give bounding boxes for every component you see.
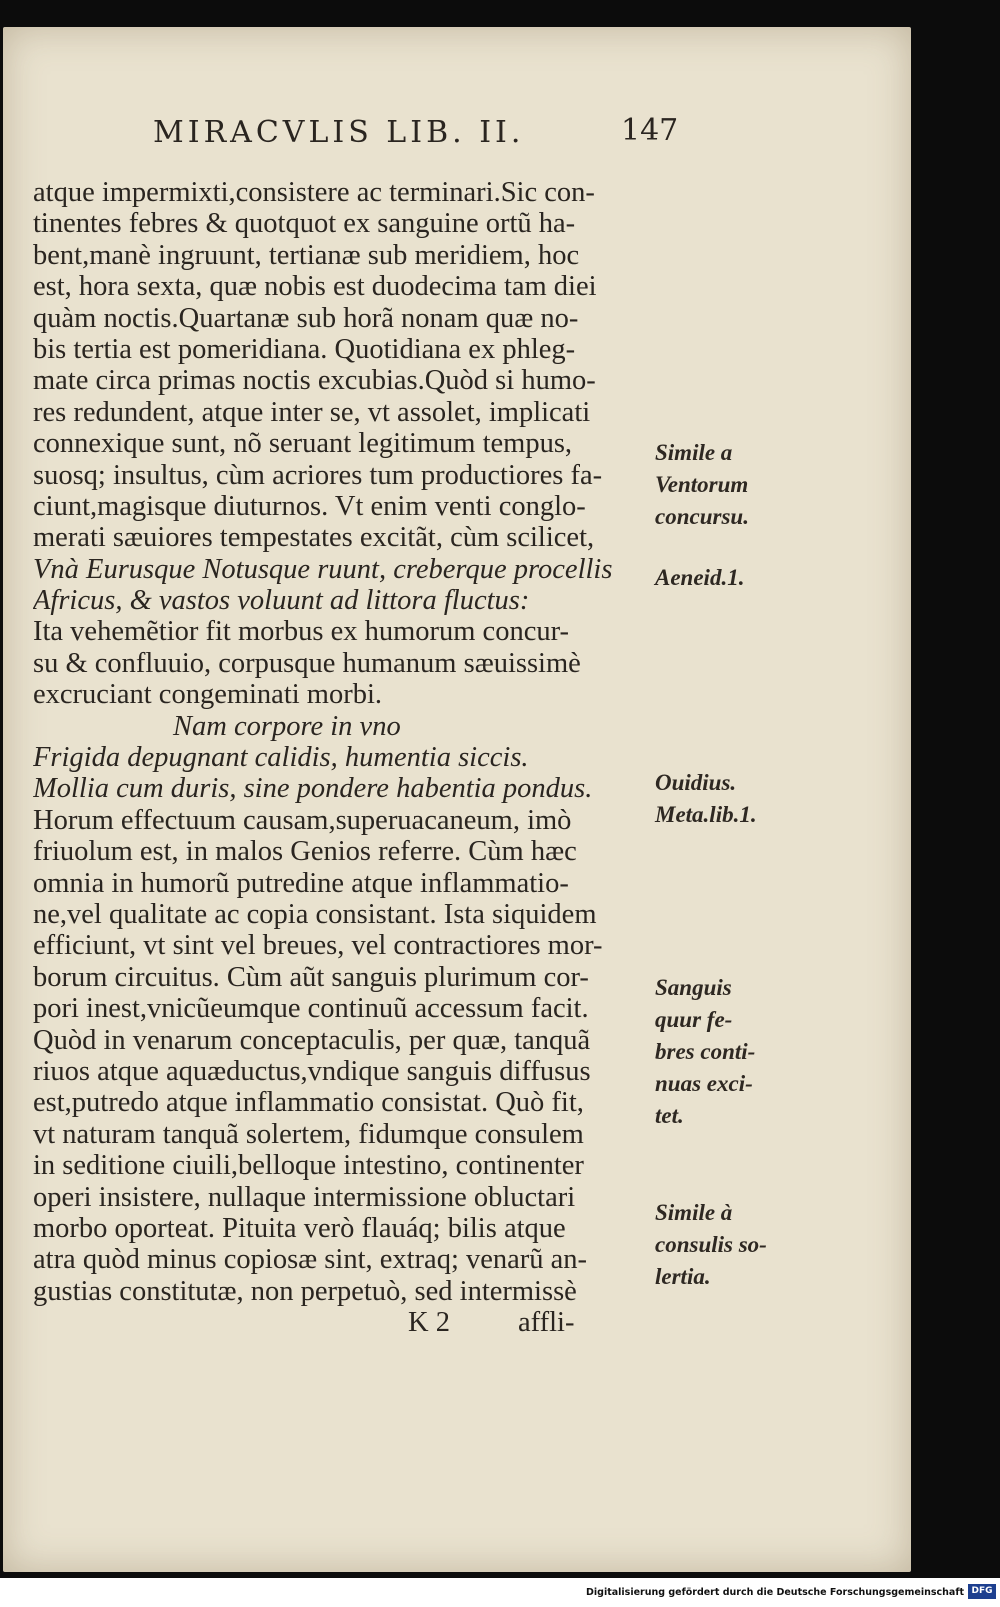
text-line: atque impermixti,consistere ac terminari.Sic con- (33, 177, 595, 208)
signature-mark: K 2 (408, 1307, 450, 1339)
text-line: suosq; insultus, cùm acriores tum productiores fa- (33, 459, 603, 491)
text-line: Quòd in venarum conceptaculis, per quæ, tanquã (33, 1024, 591, 1056)
text-line: excruciant congeminati morbi. (33, 679, 382, 711)
text-line: riuos atque aquæductus,vndique sanguis diffusus (33, 1055, 591, 1087)
margin-note-line: nuas exci- (655, 1071, 753, 1096)
margin-note (655, 767, 757, 831)
text-line: Vnà Eurusque Notusque ruunt, creberque procellis (33, 553, 613, 585)
text-line: borum circuitus. Cùm aũt sanguis plurimum cor- (33, 961, 589, 993)
text-line: est, hora sexta, quæ nobis est duodecima tam diei (33, 271, 597, 303)
margin-note-line: Meta.lib.1. (655, 802, 757, 827)
margin-note-line: tet. (655, 1103, 684, 1128)
margin-note-line: consulis so- (655, 1232, 767, 1257)
text-line: tinentes febres & quotquot ex sanguine ortũ ha- (33, 208, 576, 240)
text-line: omnia in humorũ putredine atque inflammatio- (33, 867, 569, 899)
text-line: Mollia cum duris, sine pondere habentia pondus. (33, 773, 593, 805)
running-head: MIRACVLIS LIB. II. (153, 115, 525, 150)
margin-note-line: Simile a (655, 440, 733, 465)
margin-note-line: Ouidius. (655, 770, 737, 795)
margin-note-line: Ventorum (655, 472, 749, 497)
margin-note-line: Simile à (655, 1200, 733, 1225)
text-line: operi insistere, nullaque intermissione obluctari (33, 1181, 576, 1213)
margin-note-line: Aeneid.1. (655, 565, 745, 590)
catchword: affli- (518, 1307, 575, 1339)
text-line: est,putredo atque inflammatio consistat. Quò fit, (33, 1087, 584, 1119)
credit-bar (0, 1578, 1000, 1607)
text-line: morbo oporteat. Pituita verò flauáq; bilis atque (33, 1212, 566, 1244)
text-line: Frigida depugnant calidis, humentia siccis. (33, 742, 529, 774)
margin-note (655, 562, 744, 594)
margin-note (655, 1197, 767, 1293)
text-line: merati sæuiores tempestates excitãt, cùm scilicet, (33, 522, 595, 554)
book-page (3, 27, 911, 1572)
text-line: connexique sunt, nõ seruant legitimum tempus, (33, 428, 573, 460)
text-line: mate circa primas noctis excubias.Quòd si humo- (33, 365, 596, 397)
text-line: quàm noctis.Quartanæ sub horã nonam quæ no- (33, 302, 579, 334)
margin-note (655, 437, 749, 533)
margin-note (655, 972, 755, 1132)
text-line: Africus, & vastos voluunt ad littora fluctus: (33, 585, 530, 617)
text-line: gustias constitutæ, non perpetuò, sed intermissè (33, 1275, 577, 1307)
page-number: 147 (621, 113, 679, 148)
text-line: bis tertia est pomeridiana. Quotidiana ex phleg- (33, 333, 576, 365)
dfg-logo: DFG (968, 1584, 996, 1599)
margin-note-line: concursu. (655, 504, 749, 529)
catchword-line (33, 1307, 675, 1338)
margin-note-line: quur fe- (655, 1007, 733, 1032)
margin-note-line: lertia. (655, 1264, 711, 1289)
text-line: in seditione ciuili,belloque intestino, continenter (33, 1150, 584, 1182)
text-line: vt naturam tanquã solertem, fidumque consulem (33, 1118, 584, 1150)
text-line: Ita vehemẽtior fit morbus ex humorum concur- (33, 616, 570, 648)
text-line: res redundent, atque inter se, vt assolet, implicati (33, 396, 591, 428)
text-line: efficiunt, vt sint vel breues, vel contractiores mor- (33, 930, 603, 962)
text-line: Nam corpore in vno (173, 710, 401, 742)
text-line: ciunt,magisque diuturnos. Vt enim venti conglo- (33, 490, 586, 522)
margin-note-line: bres conti- (655, 1039, 756, 1064)
body-text (33, 177, 675, 1338)
text-line: su & confluuio, corpusque humanum sæuissimè (33, 647, 581, 679)
text-line: atra quòd minus copiosæ sint, extraq; venarũ an- (33, 1244, 588, 1276)
text-line: friuolum est, in malos Genios referre. Cùm hæc (33, 836, 577, 868)
text-line: bent,manè ingruunt, tertianæ sub meridiem, hoc (33, 239, 580, 271)
text-line: pori inest,vnicũeumque continuũ accessum facit. (33, 993, 589, 1025)
credit-text: Digitalisierung gefördert durch die Deutsche Forschungsgemeinschaft (586, 1587, 964, 1598)
text-line: Horum effectuum causam,superuacaneum, imò (33, 804, 572, 836)
margin-note-line: Sanguis (655, 975, 732, 1000)
text-line: ne,vel qualitate ac copia consistant. Ista siquidem (33, 898, 597, 930)
